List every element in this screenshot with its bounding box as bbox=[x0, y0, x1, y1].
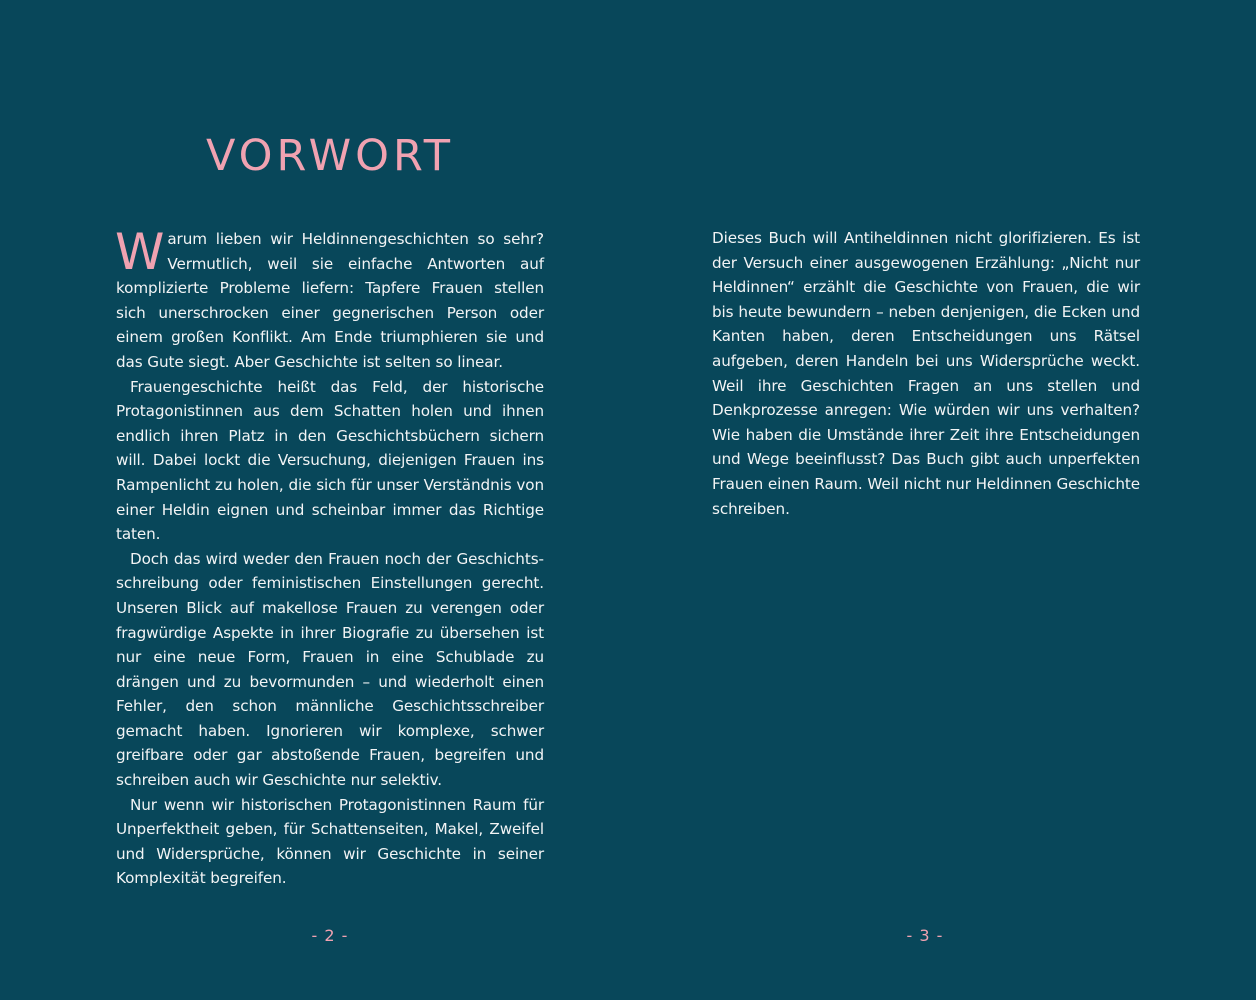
paragraph-5: Dieses Buch will Antiheldinnen nicht glorifizieren. Es ist der Versuch einer ausgewogenen Erzählung: „Nicht nur Heldinnen“ erzählt die Geschichte von Frauen, die wir bis heute bewundern – neben denjenigen, die Ecken und Kanten haben, deren Entscheidungen uns Rätsel aufgeben, deren Handeln bei uns Widersprüche weckt. Weil ihre Geschichten Fragen an uns stellen und Denkprozesse anregen: Wie würden wir uns verhalten? Wie haben die Umstände ihrer Zeit ihre Entscheidungen und Wege beeinflusst? Das Buch gibt auch unperfekten Frauen einen Raum. Weil nicht nur Heldinnen Geschichte schreiben. bbox=[712, 229, 1140, 518]
right-page-text bbox=[712, 226, 1140, 521]
paragraph-1-text: arum lieben wir Heldinnengeschichten so sehr? Vermutlich, weil sie einfache Antworten auf komplizierte Probleme liefern: Tapfere Frauen stellen sich unerschrocken einer gegnerischen Person oder einem großen Konflikt. Am Ende triumphieren sie und das Gute siegt. Aber Geschichte ist selten so linear. bbox=[116, 230, 544, 371]
paragraph-4: Nur wenn wir historischen Protagonistinnen Raum für Unperfektheit geben, für Schattenseiten, Makel, Zweifel und Widersprüche, können wir Geschichte in seiner Komplexität begreifen. bbox=[116, 795, 544, 888]
page-number-left: - 2 - bbox=[311, 926, 349, 945]
page-number-right: - 3 - bbox=[906, 926, 944, 945]
drop-cap: W bbox=[115, 223, 165, 281]
right-page bbox=[628, 0, 1256, 1000]
paragraph-2: Frauengeschichte heißt das Feld, der historische Protagonistinnen aus dem Schatten holen und ihnen endlich ihren Platz in den Geschichtsbüchern sichern will. Dabei lockt die Versuchung, diejenigen Frauen ins Rampenlicht zu holen, die sich für unser Verständnis von einer Heldin eignen und scheinbar immer das Richtige taten. bbox=[116, 377, 544, 544]
chapter-title: VORWORT bbox=[205, 131, 455, 181]
left-page-text bbox=[115, 223, 544, 891]
paragraph-1 bbox=[115, 223, 544, 375]
paragraph-3: Doch das wird weder den Frauen noch der Geschichtsschreibung oder feministischen Einstellungen gerecht. Unseren Blick auf makellose Frauen zu verengen oder fragwürdige Aspekte in ihrer Biografie zu übersehen ist nur eine neue Form, Frauen in eine Schublade zu drängen und zu bevormunden – und wiederholt einen Fehler, den schon männliche Geschichtsschreiber gemacht haben. Ignorieren wir komplexe, schwer greifbare oder gar abstoßende Frauen, begreifen und schreiben auch wir Geschichte nur selektiv. bbox=[116, 549, 544, 790]
